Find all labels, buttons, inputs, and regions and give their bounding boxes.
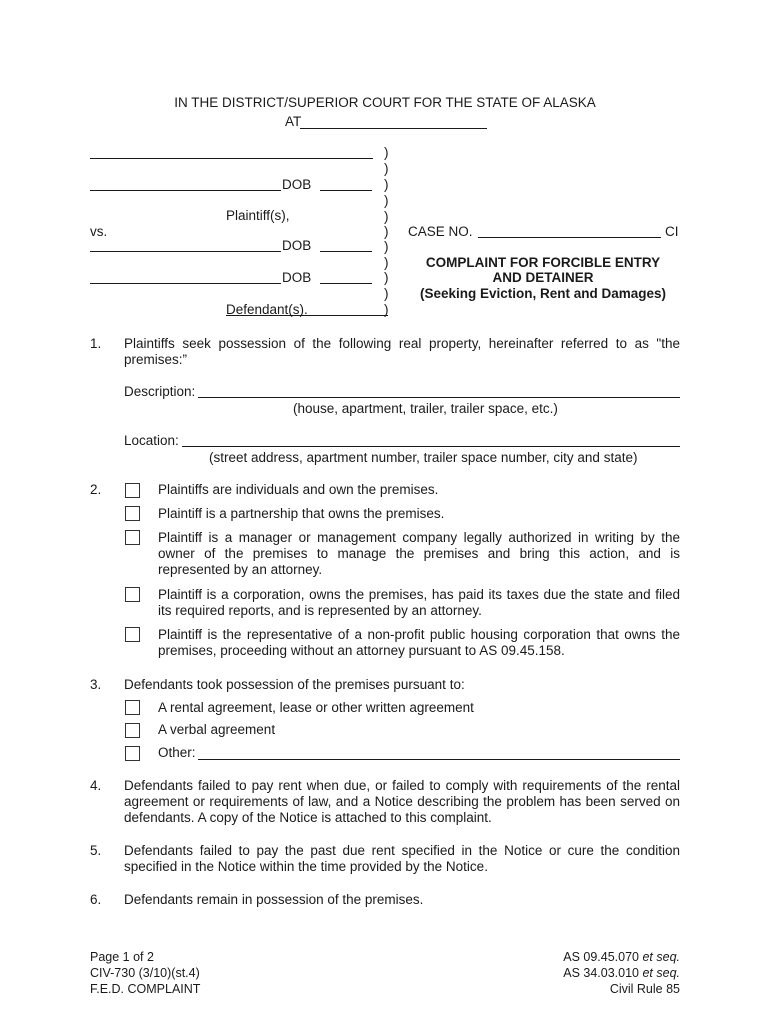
plaintiffs-label: Plaintiff(s), (226, 208, 290, 223)
caption-paren: ) (384, 209, 389, 224)
caption-paren: ) (384, 161, 389, 176)
defendant-name-field-2[interactable] (90, 283, 281, 284)
defendant-dob-label-1: DOB (282, 238, 312, 253)
defendant-name-field-1[interactable] (90, 251, 281, 252)
description-label: Description: (124, 384, 196, 399)
location-hint: (street address, apartment number, trailer space number, city and state) (209, 450, 638, 465)
defendant-dob-label-2: DOB (282, 270, 312, 285)
statute-ref-1: AS 09.45.070 et seq. (563, 950, 680, 964)
location-label: Location: (124, 433, 179, 448)
plaintiff-manager-checkbox[interactable] (125, 530, 140, 545)
written-agreement-checkbox[interactable] (125, 700, 140, 715)
item5-text: Defendants failed to pay the past due rent specified in the Notice or cure the condition specified in the Notice within the time provided by the Notice. (124, 843, 680, 874)
case-no-label: CASE NO. (408, 224, 473, 239)
page-number: Page 1 of 2 (90, 950, 154, 964)
plaintiff-type-option: Plaintiff is a manager or management company legally authorized in writing by the owner of the premises to manage the premises and bring this action, and is represented by an attorney. (158, 530, 680, 577)
complaint-subtitle: (Seeking Eviction, Rent and Damages) (419, 286, 667, 301)
case-no-field[interactable] (478, 237, 661, 238)
defendants-underline (226, 315, 388, 316)
plaintiff-individuals-checkbox[interactable] (125, 483, 140, 498)
plaintiff-partnership-checkbox[interactable] (125, 506, 140, 521)
caption-paren: ) (384, 193, 389, 208)
item-number: 5. (90, 843, 102, 858)
form-number: CIV-730 (3/10)(st.4) (90, 966, 200, 980)
item-number: 6. (90, 892, 102, 907)
caption-paren: ) (384, 286, 389, 301)
item3-text: Defendants took possession of the premises pursuant to: (124, 677, 465, 692)
complaint-title-line2: AND DETAINER (492, 270, 594, 285)
plaintiff-type-option: Plaintiff is the representative of a non-profit public housing corporation that owns the premises, proceeding without an attorney pursuant to AS 09.45.158. (158, 627, 680, 658)
statute-ref-2: AS 34.03.010 et seq. (563, 966, 680, 980)
at-field[interactable] (300, 128, 487, 129)
court-heading: IN THE DISTRICT/SUPERIOR COURT FOR THE STATE OF ALASKA (174, 95, 596, 110)
at-label: AT (285, 114, 302, 129)
other-agreement-checkbox[interactable] (125, 746, 140, 761)
agreement-option: Other: (158, 745, 196, 760)
agreement-option: A rental agreement, lease or other written agreement (158, 700, 474, 715)
description-hint: (house, apartment, trailer, trailer space, etc.) (293, 401, 558, 416)
defendant-dob-field-2[interactable] (320, 283, 372, 284)
defendants-label: Defendant(s). (226, 302, 308, 317)
item-number: 4. (90, 778, 102, 793)
item1-text: Plaintiffs seek possession of the following real property, hereinafter referred to as "the premises:” (124, 336, 680, 367)
plaintiff-name-field-1[interactable] (90, 158, 373, 159)
plaintiff-dob-field[interactable] (320, 190, 372, 191)
plaintiff-type-option: Plaintiff is a partnership that owns the premises. (158, 506, 445, 521)
item-number: 3. (90, 677, 102, 692)
caption-paren: ) (384, 239, 389, 254)
item-number: 1. (90, 336, 102, 351)
caption-paren: ) (384, 224, 389, 239)
defendant-dob-field-1[interactable] (320, 251, 372, 252)
caption-paren: ) (384, 177, 389, 192)
other-agreement-field[interactable] (198, 759, 680, 760)
plaintiff-corporation-checkbox[interactable] (125, 587, 140, 602)
form-name: F.E.D. COMPLAINT (90, 982, 201, 996)
description-field[interactable] (198, 397, 680, 398)
caption-paren: ) (384, 302, 389, 317)
caption-paren: ) (384, 270, 389, 285)
item6-text: Defendants remain in possession of the premises. (124, 892, 424, 907)
agreement-option: A verbal agreement (158, 722, 276, 737)
plaintiff-dob-label: DOB (282, 177, 312, 192)
civil-rule-ref: Civil Rule 85 (609, 982, 680, 996)
verbal-agreement-checkbox[interactable] (125, 723, 140, 738)
location-field[interactable] (182, 446, 680, 447)
plaintiff-type-option: Plaintiffs are individuals and own the premises. (158, 482, 439, 497)
caption-paren: ) (384, 145, 389, 160)
caption-paren: ) (384, 255, 389, 270)
case-suffix: CI (665, 224, 679, 239)
item-number: 2. (90, 482, 102, 497)
plaintiff-name-field-2[interactable] (90, 190, 281, 191)
complaint-title-line1: COMPLAINT FOR FORCIBLE ENTRY (425, 255, 661, 270)
item4-text: Defendants failed to pay rent when due, or failed to comply with requirements of the rental agreement or requirements of law, and a Notice describing the problem has been served on defendants. A copy of the Notice is attached to this complaint. (124, 778, 680, 825)
plaintiff-type-option: Plaintiff is a corporation, owns the premises, has paid its taxes due the state and filed its required reports, and is represented by an attorney. (158, 587, 680, 618)
vs-label: vs. (90, 224, 108, 239)
plaintiff-nonprofit-checkbox[interactable] (125, 627, 140, 642)
